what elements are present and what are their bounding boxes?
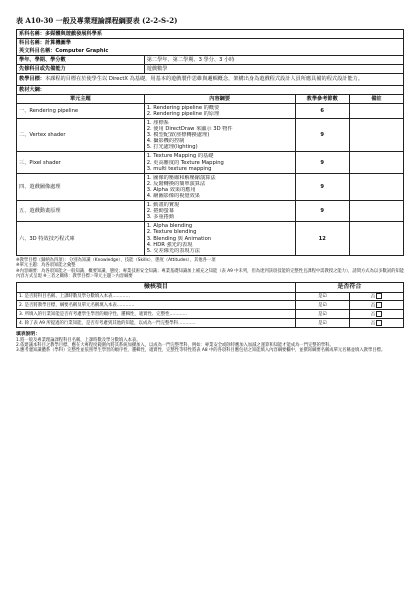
unit-title: 二、Vertex shader [17, 118, 145, 151]
unit-row [17, 118, 404, 151]
prerequisite-value: 遊戲數學 [144, 65, 403, 74]
year-semester-label: 學年、學期、學分數 [17, 56, 145, 65]
no-label: 否 [370, 294, 376, 300]
legend-line: ※單元主題：為各項知能之彙整 [16, 263, 76, 269]
content-line: 4. 攝影機的控制 [146, 138, 185, 145]
unit-content [144, 173, 295, 200]
checklist-body [17, 292, 404, 328]
empty-checkbox-icon [376, 302, 382, 308]
content-line: 2. Rendering pipeline 的原理 [146, 110, 220, 117]
empty-checkbox-icon [376, 311, 382, 317]
unit-title: 六、3D 特效技巧程式庫 [17, 222, 145, 255]
unit-row [17, 152, 404, 173]
content-line: 1. 座標系 [146, 119, 169, 126]
units-body [17, 103, 404, 255]
checklist-item: 2. 是否將教學目標，綱要名稱及單元名稱填入本表………… [17, 301, 296, 310]
content-line: 5. 交差線光的表現方法 [146, 247, 200, 254]
checklist-item: 4. 除了表 A9 所提過的行業知能，是否有考慮到其他的知能，以成為一門完整學科………… [17, 319, 296, 328]
yes-checkbox[interactable]: 是☑ [295, 301, 349, 310]
material-outline-label: 教材大綱： [17, 85, 404, 94]
unit-content [144, 152, 295, 173]
content-line: 1. Texture Mapping 的基礎 [146, 153, 214, 160]
unit-hours: 9 [295, 152, 349, 173]
unit-content [144, 222, 295, 255]
yes-checkbox[interactable]: 是☑ [295, 319, 349, 328]
course-outline-table [16, 29, 404, 256]
instructions-heading: 填表說明： [16, 332, 40, 338]
no-label: 否 [370, 303, 376, 309]
unit-note [349, 103, 403, 118]
course-name-cn: 科目名稱：計算機圖學 [17, 39, 404, 48]
unit-note [349, 222, 403, 255]
unit-note [349, 118, 403, 151]
unit-note [349, 173, 403, 200]
note-header: 備註 [349, 94, 403, 103]
unit-content [144, 103, 295, 118]
content-line: 2. 更高難度的 Texture Mapping [146, 159, 224, 166]
document-title: 表 A10-30 一般及專業理論課程綱要表 (2-2-S-2) [16, 16, 178, 25]
unit-row [17, 173, 404, 200]
no-checkbox[interactable] [349, 319, 403, 328]
document-page [16, 16, 404, 354]
unit-row [17, 201, 404, 222]
instruction-line: 2.依建議本科目之教學目標，應在大專程度範圍內將其系統加擴加入，以成為一門完整學科，例如：專業安全或除特應加入加減之運算和知能才能成為一門完整的學科。 [16, 342, 334, 348]
no-checkbox[interactable] [349, 301, 403, 310]
content-line: 2. 捲動螢幕 [146, 208, 175, 215]
content-line: 5. 打光處理(lighting) [146, 144, 198, 151]
unit-hours: 9 [295, 201, 349, 222]
no-checkbox[interactable] [349, 310, 403, 319]
checklist-table [16, 282, 404, 328]
unit-hours: 12 [295, 222, 349, 255]
checklist-item: 1. 是否將科目名稱、上課時數及學分數填入本表………… [17, 292, 296, 301]
content-line: 3. Alpha 效果的應用 [146, 186, 196, 193]
content-line: 1. 圖像的壓縮和解壓縮演算法 [146, 174, 216, 181]
content-line: 3. Blending 與 Animation [146, 235, 212, 242]
no-label: 否 [370, 312, 376, 318]
legend-line: ※內容綱要：為各項知能之一般知識、概要知識、態度；專業技術安全知識；專業基礎知識加上補充之知能（表 A9 中未列，但為達到該項技能的完整性且課程中需教授之能力），請問方式為以多數詞的知能內容方式呈現 ※三者之關係：教學目標＞單元主題＞內容綱要 [16, 268, 404, 280]
content-line: 3. multi texture mapping [146, 165, 212, 172]
unit-title: 五、遊戲動畫原理 [17, 201, 145, 222]
no-checkbox[interactable] [349, 292, 403, 301]
content-line: 3. 模型配置(座標轉換處理) [146, 132, 210, 139]
instruction-line: 3.應考慮知識體系（學科）完整性並依照學生學習的順序性、邏輯性，適實性，完整性等特性將表 A8 中的各項科目應包括之知能填入內容綱要欄中，並撰寫綱要名稱成單元名稱並填入教學目標。 [16, 348, 386, 354]
unit-note [349, 152, 403, 173]
checklist-yes-header: 是否符合 [295, 283, 403, 292]
content-line: 2. 反階轉換的簡單演算法 [146, 180, 206, 187]
content-line: 2. 使用 DirectDraw 來顯示 3D 物件 [146, 126, 233, 133]
content-line: 2. Texture blending [146, 229, 197, 236]
no-label: 否 [370, 321, 376, 327]
prerequisite-label: 先修科目或先備能力 [17, 65, 145, 74]
hours-header: 教學參考節數 [295, 94, 349, 103]
checklist-row [17, 292, 404, 301]
content-header: 內容綱要 [144, 94, 295, 103]
content-line: 4. 繪圖影像的視覺效果 [146, 192, 200, 199]
checklist-item: 3. 所填入的行業知能是否有考慮學生學習的順序性、邏輯性，適實性、完整性………… [17, 310, 296, 319]
unit-title: 四、遊戲圖像處理 [17, 173, 145, 200]
unit-title: 三、Pixel shader [17, 152, 145, 173]
content-line: 4. HDR 強光的表現 [146, 241, 193, 248]
unit-title: 一、Rendering pipeline [17, 103, 145, 118]
checklist-items-header: 檢核項目 [17, 283, 296, 292]
teaching-goal-text: 本課程的目標在於使學生以 DirectX 為基礎，用基本的遊戲製作思維與邏輯概念，架構出身為遊戲程式設計人員所應具備的程式設計能力。 [44, 76, 364, 83]
unit-header: 單元主題 [17, 94, 145, 103]
content-line: 3. 多重捲動 [146, 214, 175, 221]
instructions [16, 332, 404, 354]
unit-hours: 9 [295, 118, 349, 151]
unit-row [17, 222, 404, 255]
instruction-line: 1.將一般及專業理論課程科目名稱，上課時數及學分數填入本表。 [16, 337, 141, 343]
empty-checkbox-icon [376, 293, 382, 299]
teaching-goal-label: 教學目標： [19, 76, 45, 83]
unit-hours: 9 [295, 173, 349, 200]
yes-checkbox[interactable]: 是☑ [295, 292, 349, 301]
content-line: 1. Rendering pipeline 的概要 [146, 104, 220, 111]
checklist-row [17, 319, 404, 328]
unit-hours: 6 [295, 103, 349, 118]
year-semester-value: 第二學年、第二學期、3 學分、3 小時 [144, 56, 403, 65]
unit-row [17, 103, 404, 118]
content-line: 1. Alpha blending [146, 223, 193, 230]
legend-line: ※教學目標（歸納為四項）：分別為知識（Knowledge）、技能（Skills）、態度（Attitudes）、其他各一項 [16, 257, 216, 263]
checklist-row [17, 301, 404, 310]
yes-checkbox[interactable]: 是☑ [295, 310, 349, 319]
teaching-goal [17, 74, 404, 85]
department-name: 系科名稱：多媒體與遊戲發展科學系 [17, 30, 404, 39]
checklist-row [17, 310, 404, 319]
unit-content [144, 118, 295, 151]
empty-checkbox-icon [376, 320, 382, 326]
legend-notes [16, 258, 404, 280]
unit-content [144, 201, 295, 222]
content-line: 1. 動畫的實現 [146, 202, 180, 209]
unit-note [349, 201, 403, 222]
course-name-en: 英文科目名稱：Computer Graphic [17, 47, 404, 56]
